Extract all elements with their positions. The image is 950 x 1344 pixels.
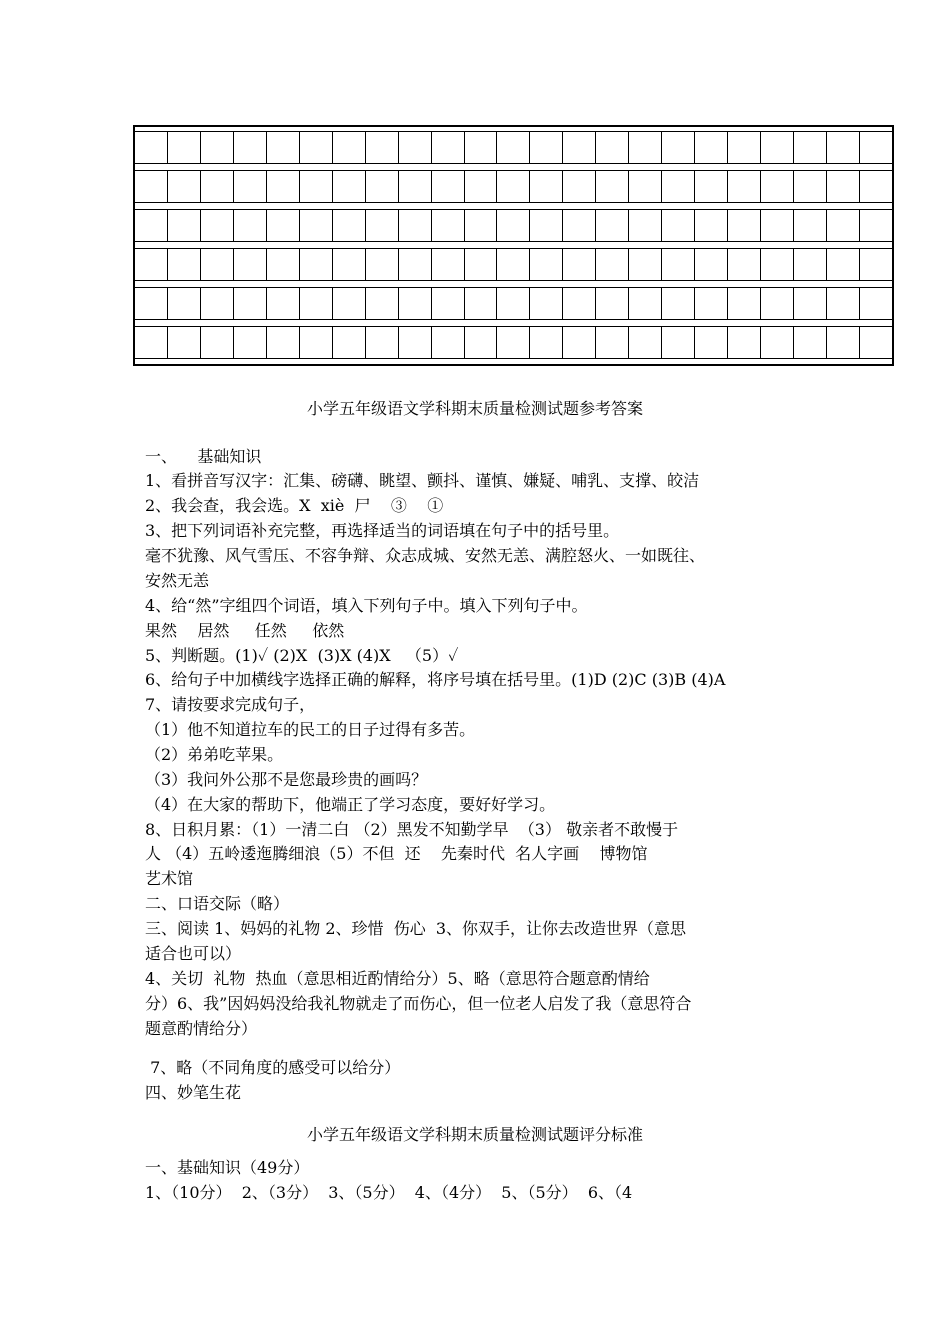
grid-cell (695, 288, 728, 319)
grid-cell (662, 327, 695, 358)
grid-cell (596, 249, 629, 280)
grid-cell (399, 132, 432, 163)
grid-cell (530, 249, 563, 280)
grid-cell (629, 132, 662, 163)
grid-cell (860, 132, 892, 163)
grid-cell (563, 249, 596, 280)
grid-cell (432, 171, 465, 202)
grid-cell (497, 249, 530, 280)
grid-cell (300, 132, 333, 163)
text-line: 二、口语交际（略） (145, 894, 290, 913)
grid-cell (399, 171, 432, 202)
text-line: 四、妙笔生花 (145, 1083, 242, 1102)
grid-cell (662, 171, 695, 202)
grid-cell (563, 210, 596, 241)
grid-cell (333, 327, 366, 358)
grid-cell (300, 327, 333, 358)
grid-cell (596, 327, 629, 358)
grid-cell (333, 249, 366, 280)
grid-cell (695, 210, 728, 241)
text-line: （2）弟弟吃苹果。 (145, 745, 284, 764)
grid-cell (135, 210, 168, 241)
grid-cell (497, 132, 530, 163)
text-line: 一、 基础知识 (145, 447, 262, 466)
grid-cell (366, 210, 399, 241)
text-line: （4）在大家的帮助下，他端正了学习态度，要好好学习。 (145, 795, 556, 814)
grid-cell (794, 288, 827, 319)
grid-row (135, 209, 892, 242)
grid-cell (794, 210, 827, 241)
grid-cell (662, 288, 695, 319)
grid-cell (432, 132, 465, 163)
grid-cell (662, 210, 695, 241)
grid-cell (234, 288, 267, 319)
grid-cell (629, 249, 662, 280)
grid-cell (135, 132, 168, 163)
grid-cell (728, 327, 761, 358)
grid-cell (432, 249, 465, 280)
grid-cell (267, 249, 300, 280)
grid-cell (234, 249, 267, 280)
grid-cell (399, 288, 432, 319)
grid-cell (366, 171, 399, 202)
grid-cell (201, 171, 234, 202)
grid-cell (333, 132, 366, 163)
grid-cell (695, 327, 728, 358)
grid-cell (530, 210, 563, 241)
text-line: 适合也可以） (145, 944, 242, 963)
grid-cell (563, 327, 596, 358)
grid-cell (596, 132, 629, 163)
grid-cell (728, 132, 761, 163)
grid-cell (860, 171, 892, 202)
grid-cell (465, 132, 498, 163)
grid-cell (860, 210, 892, 241)
text-line: 4、关切 礼物 热血（意思相近酌情给分）5、略（意思符合题意酌情给 (145, 969, 650, 988)
grid-cell (728, 171, 761, 202)
grid-cell (333, 210, 366, 241)
grid-cell (465, 288, 498, 319)
grid-cell (629, 327, 662, 358)
grid-cell (201, 132, 234, 163)
text-line: 安然无恙 (145, 571, 210, 590)
grid-cell (794, 171, 827, 202)
grid-cell (794, 249, 827, 280)
grid-cell (761, 210, 794, 241)
grid-cell (300, 249, 333, 280)
grid-cell (366, 249, 399, 280)
text-line: 7、略（不同角度的感受可以给分） (145, 1058, 401, 1077)
grid-cell (201, 210, 234, 241)
text-line: 1、看拼音写汉字：汇集、磅礴、眺望、颤抖、谨慎、嫌疑、哺乳、支撑、皎洁 (145, 471, 700, 490)
grid-row (135, 287, 892, 320)
grid-cell (629, 210, 662, 241)
text-line: 1、（10分） 2、（3分） 3、（5分） 4、（4分） 5、（5分） 6、（4 (145, 1183, 633, 1202)
grid-cell (135, 249, 168, 280)
grid-cell (234, 171, 267, 202)
grid-cell (530, 288, 563, 319)
grid-cell (465, 210, 498, 241)
text-line: （3）我问外公那不是您最珍贵的画吗？ (145, 770, 428, 789)
grid-cell (530, 132, 563, 163)
grid-cell (827, 132, 860, 163)
text-line: 毫不犹豫、风气雪压、不容争辩、众志成城、安然无恙、满腔怒火、一如既往、 (145, 546, 706, 565)
text-line: 三、阅读 1、妈妈的礼物 2、珍惜 伤心 3、你双手，让你去改造世界（意思 (145, 919, 687, 938)
text-line: 3、把下列词语补充完整，再选择适当的词语填在句子中的括号里。 (145, 521, 620, 540)
grid-cell (201, 249, 234, 280)
grid-row (135, 248, 892, 281)
grid-cell (728, 210, 761, 241)
answer-title: 小学五年级语文学科期末质量检测试题参考答案 (306, 399, 643, 418)
grid-cell (135, 288, 168, 319)
text-line: 艺术馆 (145, 869, 194, 888)
text-line: 2、我会查，我会选。X xiè 尸 ③ ① (145, 496, 444, 515)
grid-cell (563, 171, 596, 202)
grid-cell (563, 132, 596, 163)
grid-cell (300, 171, 333, 202)
grid-cell (629, 288, 662, 319)
grid-cell (300, 288, 333, 319)
grid-cell (168, 327, 201, 358)
grid-cell (860, 288, 892, 319)
grid-cell (662, 249, 695, 280)
grid-cell (530, 327, 563, 358)
grid-cell (761, 132, 794, 163)
text-line: 6、给句子中加横线字选择正确的解释，将序号填在括号里。(1)D (2)C (3)B (4)A (145, 670, 726, 689)
text-line: 人 （4）五岭逶迤腾细浪（5）不但 还 先秦时代 名人字画 博物馆 (145, 844, 648, 863)
grid-cell (662, 132, 695, 163)
grid-cell (333, 171, 366, 202)
grid-cell (366, 288, 399, 319)
grid-cell (234, 132, 267, 163)
grid-cell (168, 171, 201, 202)
grid-cell (366, 132, 399, 163)
grid-row (135, 170, 892, 203)
grid-cell (135, 171, 168, 202)
grid-cell (333, 288, 366, 319)
grid-row (135, 131, 892, 164)
grid-cell (827, 171, 860, 202)
grid-cell (827, 327, 860, 358)
grid-cell (860, 249, 892, 280)
text-line: （1）他不知道拉车的民工的日子过得有多苦。 (145, 720, 476, 739)
grid-cell (168, 288, 201, 319)
grid-cell (234, 210, 267, 241)
grid-cell (794, 327, 827, 358)
grid-cell (168, 132, 201, 163)
grid-cell (432, 327, 465, 358)
scoring-title: 小学五年级语文学科期末质量检测试题评分标准 (306, 1125, 643, 1144)
grid-cell (794, 132, 827, 163)
grid-cell (366, 327, 399, 358)
grid-cell (267, 210, 300, 241)
grid-cell (300, 210, 333, 241)
grid-cell (827, 288, 860, 319)
grid-cell (267, 288, 300, 319)
grid-cell (465, 249, 498, 280)
grid-cell (596, 210, 629, 241)
grid-cell (563, 288, 596, 319)
grid-cell (234, 327, 267, 358)
grid-cell (695, 171, 728, 202)
grid-cell (399, 210, 432, 241)
text-line: 4、给“然”字组四个词语，填入下列句子中。填入下列句子中。 (145, 596, 588, 615)
grid-cell (267, 327, 300, 358)
grid-cell (761, 171, 794, 202)
grid-cell (465, 327, 498, 358)
grid-row (135, 326, 892, 359)
grid-cell (497, 327, 530, 358)
text-line: 7、请按要求完成句子， (145, 695, 316, 714)
text-line: 分）6、我”因妈妈没给我礼物就走了而伤心，但一位老人启发了我（意思符合 (145, 994, 692, 1013)
grid-cell (168, 210, 201, 241)
grid-cell (761, 249, 794, 280)
grid-cell (201, 327, 234, 358)
text-line: 果然 居然 任然 依然 (145, 621, 345, 640)
grid-cell (432, 288, 465, 319)
grid-cell (267, 132, 300, 163)
writing-grid (133, 125, 894, 366)
grid-cell (497, 288, 530, 319)
grid-cell (399, 327, 432, 358)
grid-cell (399, 249, 432, 280)
grid-cell (827, 210, 860, 241)
grid-cell (465, 171, 498, 202)
grid-cell (728, 288, 761, 319)
grid-cell (432, 210, 465, 241)
grid-cell (596, 171, 629, 202)
grid-cell (267, 171, 300, 202)
grid-cell (201, 288, 234, 319)
grid-cell (168, 249, 201, 280)
grid-cell (695, 132, 728, 163)
text-line: 一、基础知识（49分） (145, 1158, 310, 1177)
grid-cell (497, 171, 530, 202)
text-line: 5、判断题。(1)✓ (2)X (3)X (4)X （5）✓ (145, 646, 459, 665)
grid-cell (135, 327, 168, 358)
text-line: 8、日积月累：（1）一清二白 （2）黑发不知勤学早 （3） 敬亲者不敢慢于 (145, 820, 679, 839)
grid-cell (761, 288, 794, 319)
grid-cell (596, 288, 629, 319)
grid-cell (695, 249, 728, 280)
text-line: 题意酌情给分） (145, 1019, 258, 1038)
grid-cell (728, 249, 761, 280)
grid-cell (497, 210, 530, 241)
grid-cell (860, 327, 892, 358)
grid-cell (827, 249, 860, 280)
grid-cell (530, 171, 563, 202)
grid-cell (761, 327, 794, 358)
grid-cell (629, 171, 662, 202)
